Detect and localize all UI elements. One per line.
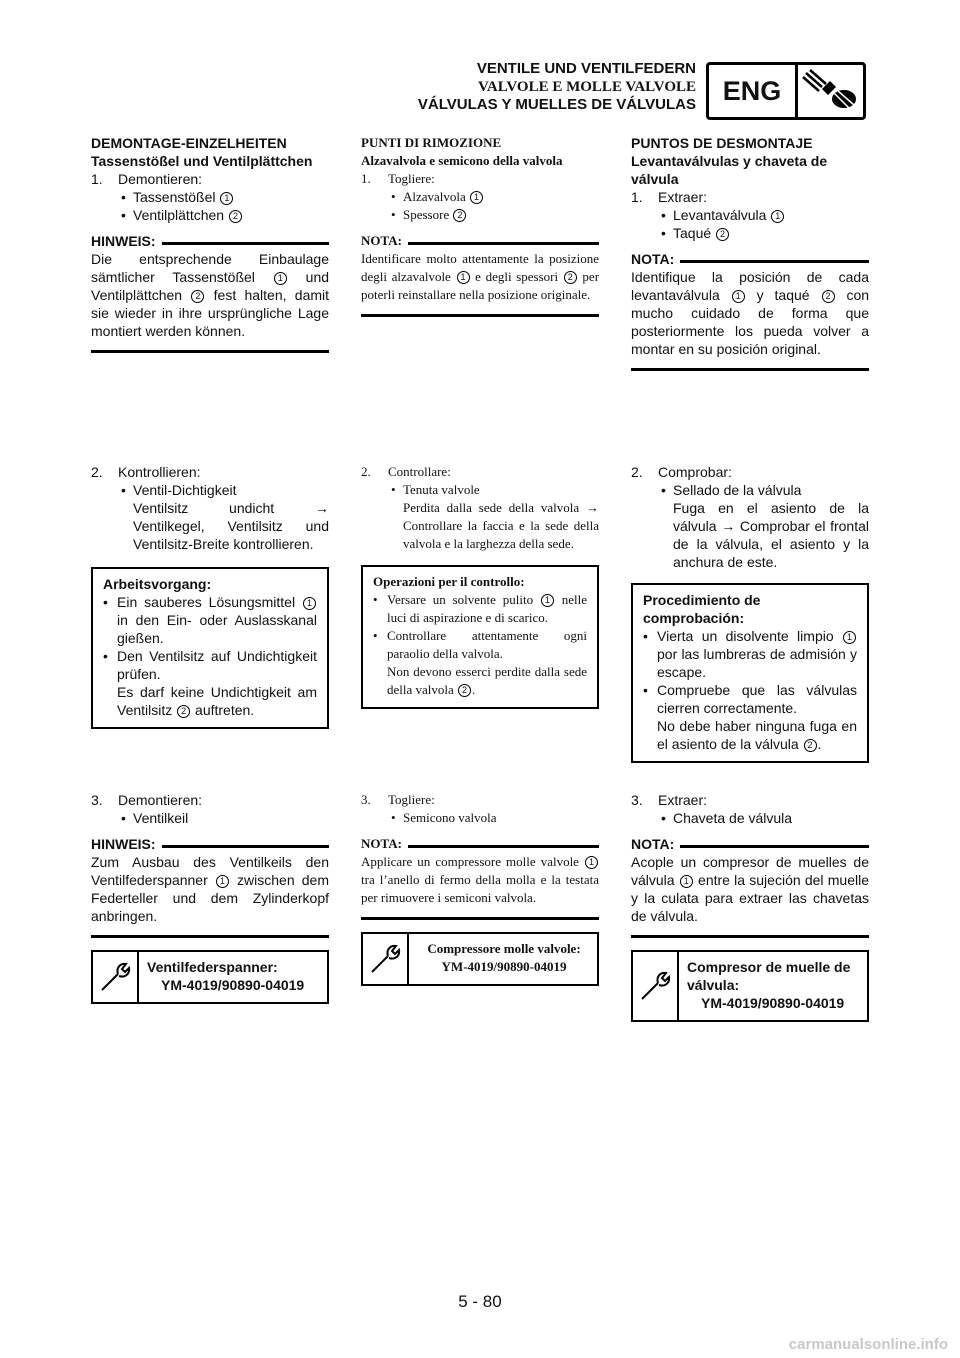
tool-name: Compresor de muelle de válvula:: [687, 959, 851, 993]
list-item: • Tassenstößel 1: [91, 188, 329, 206]
list-item: • Tenuta valvole: [361, 481, 599, 499]
section-label: ENG: [709, 65, 798, 117]
tool-name: Ventilfederspanner:: [147, 959, 278, 975]
note-header: NOTA:: [631, 250, 869, 268]
subheading: Alzavalvola e semicono della valvola: [361, 153, 563, 168]
engine-valve-icon: [798, 65, 863, 117]
procedure-item: • Vierta un disolvente limpio 1 por las lumbreras de admisión y escape.: [643, 627, 857, 681]
note-text: Acople un compresor de muelles de válvula 1 entre la sujeción del muelle y la culata para extraer las chavetas de válvula.: [631, 854, 869, 924]
check-description: Fuga en el asiento de la válvula → Comprobar el frontal de la válvula, el asiento y la anchura de este.: [673, 500, 869, 570]
note-header: NOTA:: [361, 232, 599, 250]
tool-code: YM-4019/90890-04019: [161, 977, 305, 993]
column-italian-step2: [361, 463, 599, 709]
check-description: Perdita dalla sede della valvola → Controllare la faccia e la sede della valvola e la larghezza della sede.: [403, 500, 599, 551]
wrench-icon: [633, 952, 679, 1020]
tool-name: Compressore molle valvole:: [427, 941, 581, 956]
header-titles: [418, 60, 696, 114]
step-3: 3. Togliere:: [361, 792, 435, 807]
title-german: VENTILE UND VENTILFEDERN: [476, 60, 696, 77]
note-end-rule: [361, 314, 599, 317]
special-tool-box: [91, 950, 329, 1004]
note-header: HINWEIS:: [91, 232, 329, 250]
step-3: 3. Demontieren:: [91, 792, 203, 808]
wrench-icon: [363, 934, 409, 984]
note-end-rule: [91, 350, 329, 353]
procedure-box: [361, 565, 599, 709]
note-end-rule: [91, 935, 329, 938]
step-1: 1. Extraer:: [631, 189, 708, 205]
heading: PUNTOS DE DESMONTAJE: [631, 135, 813, 151]
procedure-title: Operazioni per il controllo:: [373, 574, 525, 589]
reference-mark-1: 1: [220, 192, 233, 205]
note-end-rule: [631, 935, 869, 938]
procedure-item: • Compruebe que las válvulas cierren correctamente. No debe haber ninguna fuga en el asiento de la válvula 2 .: [643, 681, 857, 753]
list-item: • Sellado de la válvula: [631, 481, 869, 499]
special-tool-box: [361, 932, 599, 986]
note-end-rule: [361, 917, 599, 920]
column-italian: [361, 134, 599, 317]
list-item: • Alzavalvola 1: [361, 188, 599, 206]
list-item: • Chaveta de válvula: [631, 809, 869, 827]
note-text: Zum Ausbau des Ventilkeils den Ventilfederspanner 1 zwischen dem Federteller und dem Zylinderkopf anbringen.: [91, 854, 329, 924]
note-text: Identifique la posición de cada levantaválvula 1 y taqué 2 con mucho cuidado de forma que posteriormente los pueda volver a montar en su posición original.: [631, 269, 870, 357]
column-spanish: [631, 134, 869, 371]
tool-code: YM-4019/90890-04019: [701, 995, 845, 1011]
subheading: Tassenstößel und Ventilplättchen: [91, 153, 313, 169]
check-description: Ventilsitz undicht → Ventilkegel, Ventilsitz und Ventilsitz-Breite kontrollieren.: [133, 500, 329, 552]
note-header: NOTA:: [631, 835, 869, 853]
list-item: • Semicono valvola: [361, 809, 599, 827]
list-item: • Ventil-Dichtigkeit: [91, 481, 329, 499]
note-end-rule: [631, 368, 869, 371]
procedure-box: [631, 583, 869, 763]
list-item: • Ventilplättchen 2: [91, 206, 329, 224]
procedure-item: • Ein sauberes Lösungsmittel 1 in den Ein- oder Auslasskanal gießen.: [103, 593, 317, 647]
procedure-item: • Controllare attentamente ogni paraolio della valvola. Non devono esserci perdite dalla sede della valvola 2 .: [373, 627, 587, 699]
procedure-item: • Den Ventilsitz auf Undichtigkeit prüfen. Es darf keine Undichtigkeit am Ventilsitz 2 auftreten.: [103, 647, 317, 719]
step-1: 1. Togliere:: [361, 171, 435, 186]
step-3: 3. Extraer:: [631, 792, 708, 808]
column-spanish-step2: [631, 463, 869, 763]
procedure-item: • Versare un solvente pulito 1 nelle luci di aspirazione e di scarico.: [373, 591, 587, 627]
column-italian-step3: [361, 791, 599, 986]
column-german-step2: [91, 463, 329, 729]
page-number: 5 - 80: [458, 1292, 502, 1311]
list-item: • Spessore 2: [361, 206, 599, 224]
list-item: • Levantaválvula 1: [631, 206, 869, 224]
watermark: carmanualsonline.info: [788, 1336, 948, 1353]
list-item: • Ventilkeil: [91, 809, 329, 827]
column-spanish-step3: [631, 791, 869, 1022]
note-header: NOTA:: [361, 835, 599, 853]
heading: DEMONTAGE-EINZELHEITEN: [91, 135, 287, 151]
step-2: 2. Kontrollieren:: [91, 464, 201, 480]
note-header: HINWEIS:: [91, 835, 329, 853]
title-italian: VALVOLE E MOLLE VALVOLE: [478, 79, 696, 95]
procedure-title: Arbeitsvorgang:: [103, 576, 212, 592]
procedure-box: [91, 567, 329, 729]
step-1: 1. Demontieren:: [91, 171, 203, 187]
step-2: 2. Controllare:: [361, 464, 451, 479]
step-2: 2. Comprobar:: [631, 464, 732, 480]
note-text: Applicare un compressore molle valvole 1 tra l’anello di fermo della molla e la testata per rimuovere i semiconi valvola.: [361, 854, 599, 905]
title-spanish: VÁLVULAS Y MUELLES DE VÁLVULAS: [417, 96, 696, 113]
column-german-step3: [91, 791, 329, 1004]
tool-code: YM-4019/90890-04019: [441, 959, 567, 974]
special-tool-box: [631, 950, 869, 1022]
section-badge: [706, 62, 866, 120]
subheading: Levantaválvulas y chaveta de válvula: [631, 153, 828, 187]
note-text: Die entsprechende Einbaulage sämtlicher Tassenstößel 1 und Ventilplättchen 2 fest halten, damit sie wieder in ihre ursprüngliche Lage montiert werden können.: [91, 251, 330, 339]
wrench-icon: [93, 952, 139, 1002]
heading: PUNTI DI RIMOZIONE: [361, 135, 502, 150]
list-item: • Taqué 2: [631, 224, 869, 242]
procedure-title: Procedimiento de comprobación:: [643, 592, 761, 626]
note-text: Identificare molto attentamente la posizione degli alzavalvole 1 e degli spessori 2 per poterli reinstallare nella posizione originale.: [361, 251, 600, 302]
column-german: [91, 134, 329, 353]
reference-mark-2: 2: [229, 210, 242, 223]
